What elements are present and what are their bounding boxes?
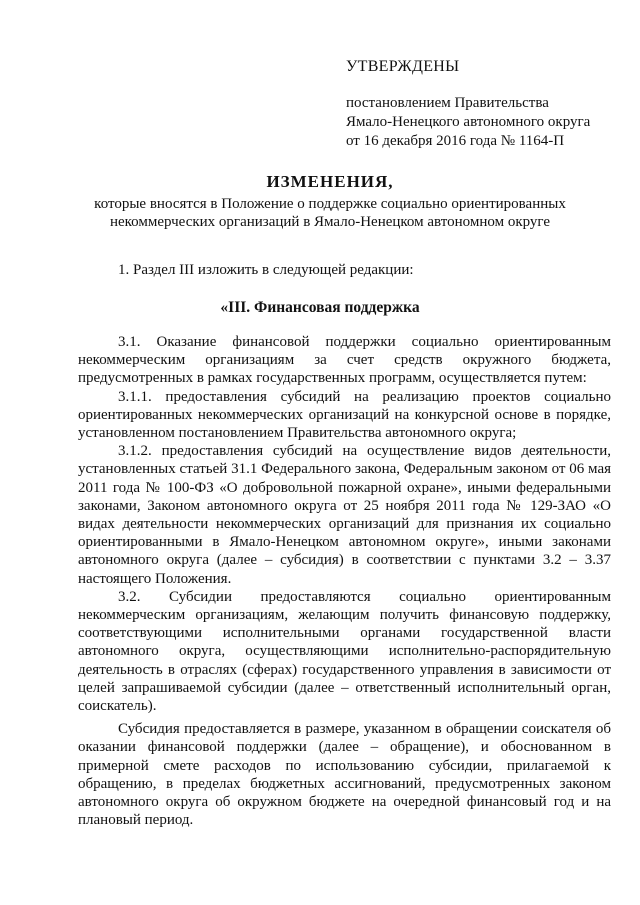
approval-stamp [346, 58, 590, 151]
decree-reference [346, 94, 590, 151]
paragraph: 3.1.1. предоставления субсидий на реализацию проектов социально ориентированных некоммерческих организаций на конкурсной основе в порядке, установленном постановлением Правительства автономного округа; [78, 388, 611, 442]
document-subtitle [40, 195, 620, 231]
section-heading: «III. Финансовая поддержка [220, 299, 420, 316]
paragraph: 3.1. Оказание финансовой поддержки социально ориентированным некоммерческим организациям за счет средств окружного бюджета, предусмотренных в рамках государственных программ, осуществляется путем: [78, 334, 611, 387]
paragraph: 3.2. Субсидии предоставляются социально ориентированным некоммерческим организациям, желающим получить финансовую поддержку, соответствующими исполнительными органами государственной власти автономного округа, осуществляющими исполнительно-распорядительную деятельность в отраслях (сферах) государственного управления в зависимости от целей запрашиваемой субсидии (далее – ответственный исполнительный орган, соискатель). [78, 588, 611, 715]
document-title: ИЗМЕНЕНИЯ, [266, 172, 394, 191]
paragraph: 3.1.2. предоставления субсидий на осуществление видов деятельности, установленных статьей 31.1 Федерального закона, Федеральным законом от 06 мая 2011 года № 100-ФЗ «О добровольной пожарной охране», иными федеральными законами, Законом автономного округа от 25 ноября 2011 года № 129-ЗАО «О видах деятельности некоммерческих организаций для признания их социально ориентированными в Ямало-Ненецком автономном округе», иными законами автономного округа (далее – субсидия) в соответствии с пунктами 3.2 – 3.37 настоящего Положения. [78, 443, 611, 587]
document-body [78, 333, 611, 829]
paragraph: Субсидия предоставляется в размере, указанном в обращении соискателя об оказании финансовой поддержки (далее – обращение), и обоснованном в примерной смете расходов по использованию субсидии, прилагаемой к обращению, в пределах бюджетных ассигнований, предусмотренных законом автономного округа об окружном бюджете на очередной финансовый год и на плановый период. [78, 721, 611, 829]
approved-heading: УТВЕРЖДЕНЫ [346, 58, 460, 75]
subtitle-line: некоммерческих организаций в Ямало-Ненецком автономном округе [109, 214, 551, 230]
document-title-block [40, 172, 620, 231]
section-instruction: 1. Раздел III изложить в следующей редакции: [118, 262, 414, 278]
subtitle-line: которые вносятся в Положение о поддержке социально ориентированных [94, 196, 566, 212]
decree-line: постановлением Правительства [346, 95, 549, 111]
decree-line: от 16 декабря 2016 года № 1164-П [346, 133, 565, 149]
decree-line: Ямало-Ненецкого автономного округа [346, 114, 591, 130]
